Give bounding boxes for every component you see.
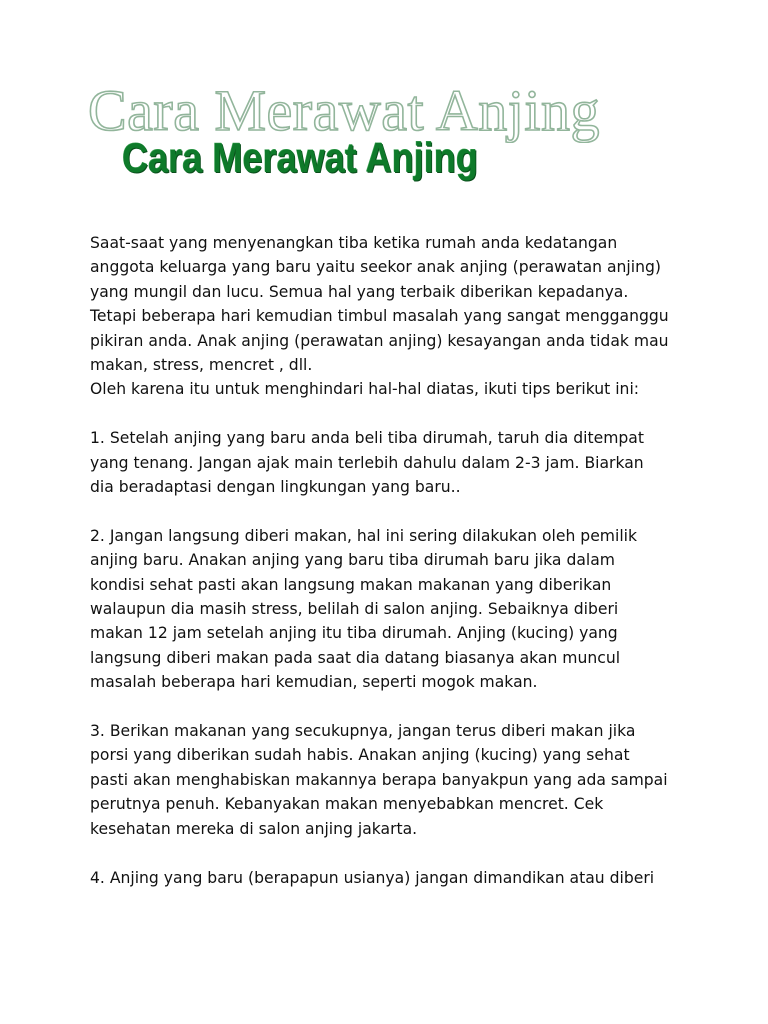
page-title: Cara Merawat Anjing	[122, 134, 478, 181]
tip-1-paragraph: 1. Setelah anjing yang baru anda beli tiba dirumah, taruh dia ditempat yang tenang. Jangan ajak main terlebih dahulu dalam 2-3 jam. Biarkan dia beradaptasi dengan lingkungan yang baru..	[90, 429, 644, 497]
tip-4-paragraph: 4. Anjing yang baru (berapapun usianya) jangan dimandikan atau diberi	[90, 868, 655, 887]
title-shadow-text: Cara Merawat Anjing	[88, 78, 601, 143]
lead-paragraph: Oleh karena itu untuk menghindari hal-hal diatas, ikuti tips berikut ini:	[90, 380, 640, 399]
intro-paragraph: Saat-saat yang menyenangkan tiba ketika rumah anda kedatangan anggota keluarga yang baru yaitu seekor anak anjing (perawatan anjing) yang mungil dan lucu. Semua hal yang terbaik diberikan kepadanya. Tetapi beberapa hari kemudian timbul masalah yang sangat mengganggu pikiran anda. Anak anjing (perawatan anjing) kesayangan anda tidak mau makan, stress, mencret , dll.	[90, 234, 669, 375]
tip-2-paragraph: 2. Jangan langsung diberi makan, hal ini sering dilakukan oleh pemilik anjing baru. Anakan anjing yang baru tiba dirumah baru jika dalam kondisi sehat pasti akan langsung makan makanan yang diberikan walaupun dia masih stress, belilah di salon anjing. Sebaiknya diberi makan 12 jam setelah anjing itu tiba dirumah. Anjing (kucing) yang langsung diberi makan pada saat dia datang biasanya akan muncul masalah beberapa hari kemudian, seperti mogok makan.	[90, 526, 638, 692]
tip-3-paragraph: 3. Berikan makanan yang secukupnya, jangan terus diberi makan jika porsi yang diberikan sudah habis. Anakan anjing (kucing) yang sehat pasti akan menghabiskan makannya berapa banyakpun yang ada sampai perutnya penuh. Kebanyakan makan menyebabkan mencret. Cek kesehatan mereka di salon anjing jakarta.	[90, 722, 668, 838]
title-block	[88, 78, 608, 192]
document-body	[90, 231, 690, 890]
